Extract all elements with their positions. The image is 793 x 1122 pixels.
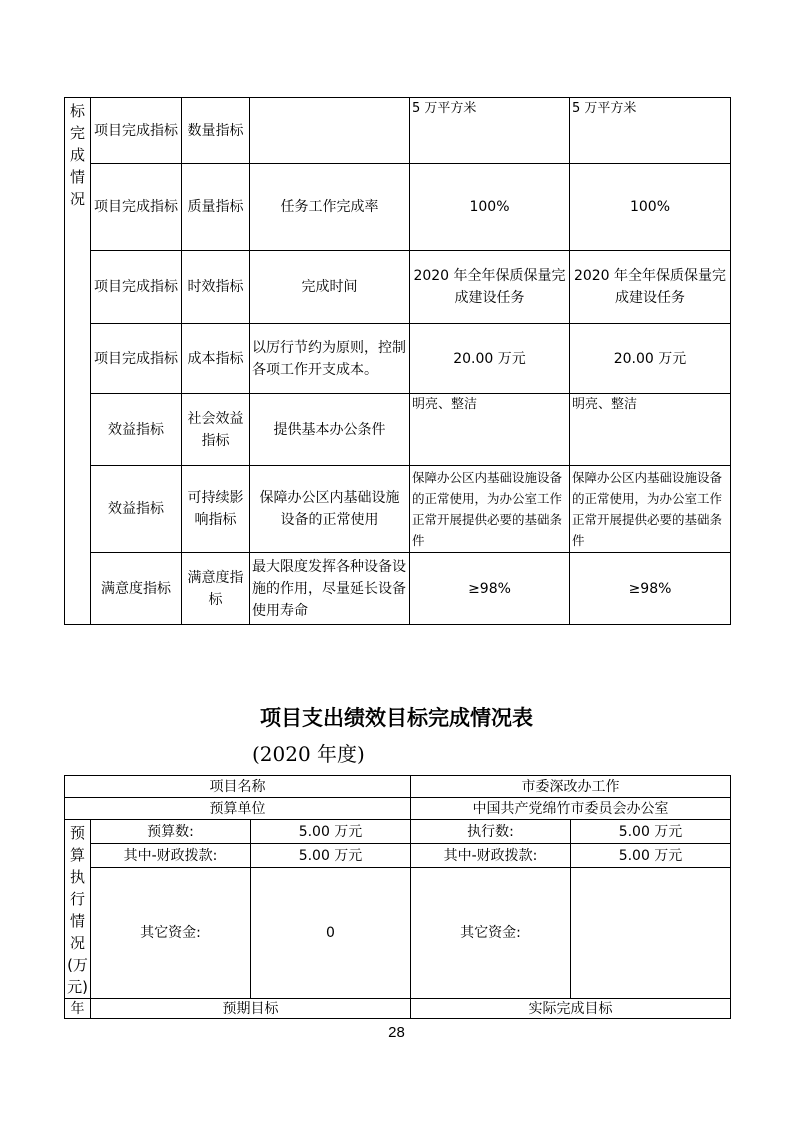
target-value: 保障办公区内基础设施设备的正常使用，为办公室工作正常开展提供必要的基础条件 (410, 466, 570, 553)
actual-value: 保障办公区内基础设施设备的正常使用，为办公室工作正常开展提供必要的基础条件 (570, 466, 731, 553)
fiscal-exec-label: 其中-财政拨款: (411, 844, 571, 868)
level1-indicator: 满意度指标 (91, 553, 182, 625)
level2-indicator: 时效指标 (182, 251, 250, 324)
performance-indicator-table (64, 97, 731, 625)
level2-indicator: 质量指标 (182, 164, 250, 251)
indicator-content: 保障办公区内基础设施设备的正常使用 (250, 466, 410, 553)
year-label: 年 (65, 999, 91, 1019)
other-exec-label: 其它资金: (411, 868, 571, 999)
fiscal-exec-value: 5.00 万元 (571, 844, 731, 868)
level2-indicator: 数量指标 (182, 98, 250, 164)
level1-indicator: 项目完成指标 (91, 164, 182, 251)
level1-indicator: 项目完成指标 (91, 324, 182, 394)
indicator-content: 提供基本办公条件 (250, 394, 410, 466)
actual-value: 明亮、整洁 (570, 394, 731, 466)
page-number: 28 (388, 1024, 405, 1041)
target-value: 明亮、整洁 (410, 394, 570, 466)
side-label: 预 算 执 行 情 况 (万 元) (65, 820, 91, 999)
project-name-label: 项目名称 (65, 776, 411, 798)
expected-target-header: 预期目标 (91, 999, 411, 1019)
level1-indicator: 项目完成指标 (91, 251, 182, 324)
project-name-value: 市委深改办工作 (411, 776, 731, 798)
side-label: 标 完 成 情 况 (65, 98, 91, 625)
level1-indicator: 项目完成指标 (91, 98, 182, 164)
other-funds-value: 0 (251, 868, 411, 999)
budget-unit-value: 中国共产党绵竹市委员会办公室 (411, 798, 731, 820)
page-title: 项目支出绩效目标完成情况表 (260, 706, 533, 730)
actual-value: 100% (570, 164, 731, 251)
level2-indicator: 成本指标 (182, 324, 250, 394)
level1-indicator: 效益指标 (91, 466, 182, 553)
actual-value: 20.00 万元 (570, 324, 731, 394)
actual-target-header: 实际完成目标 (411, 999, 731, 1019)
actual-value: ≥98% (570, 553, 731, 625)
budget-value: 5.00 万元 (251, 820, 411, 844)
target-value: 100% (410, 164, 570, 251)
actual-value: 2020 年全年保质保量完成建设任务 (570, 251, 731, 324)
exec-value: 5.00 万元 (571, 820, 731, 844)
indicator-content: 以厉行节约为原则，控制各项工作开支成本。 (250, 324, 410, 394)
level1-indicator: 效益指标 (91, 394, 182, 466)
target-value: 2020 年全年保质保量完成建设任务 (410, 251, 570, 324)
other-funds-label: 其它资金: (91, 868, 251, 999)
actual-value: 5 万平方米 (570, 98, 731, 164)
indicator-content (250, 98, 410, 164)
indicator-content: 任务工作完成率 (250, 164, 410, 251)
target-value: 20.00 万元 (410, 324, 570, 394)
fiscal-budget-value: 5.00 万元 (251, 844, 411, 868)
budget-execution-table (64, 775, 731, 1019)
target-value: ≥98% (410, 553, 570, 625)
level2-indicator: 满意度指标 (182, 553, 250, 625)
indicator-content: 完成时间 (250, 251, 410, 324)
level2-indicator: 社会效益指标 (182, 394, 250, 466)
budget-label: 预算数: (91, 820, 251, 844)
exec-label: 执行数: (411, 820, 571, 844)
page-subtitle: (2020 年度) (252, 742, 365, 766)
fiscal-budget-label: 其中-财政拨款: (91, 844, 251, 868)
other-exec-value (571, 868, 731, 999)
level2-indicator: 可持续影响指标 (182, 466, 250, 553)
budget-unit-label: 预算单位 (65, 798, 411, 820)
indicator-content: 最大限度发挥各种设备设施的作用，尽量延长设备使用寿命 (250, 553, 410, 625)
target-value: 5 万平方米 (410, 98, 570, 164)
